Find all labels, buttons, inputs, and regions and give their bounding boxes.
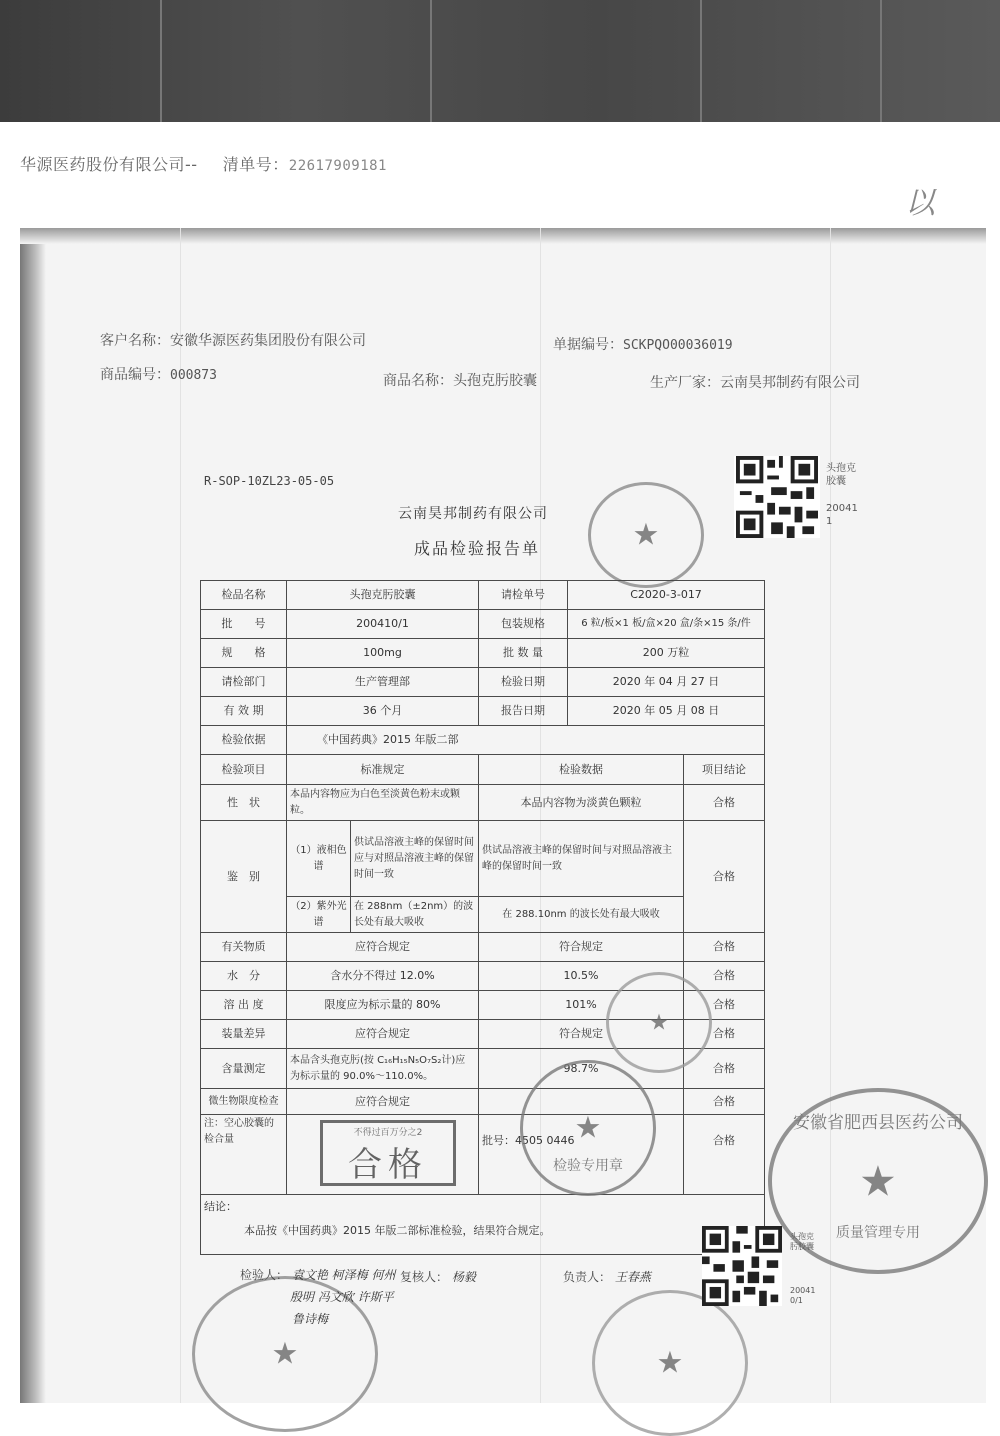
doc-no-label: 单据编号： [553,337,623,353]
reviewer-label: 复核人： [400,1270,449,1284]
cell-label: 包装规格 [479,610,568,639]
scanner-top-band [0,0,1000,122]
seal-star-icon: ★ [649,1010,669,1035]
item-name: 微生物限度检查 [201,1089,287,1115]
quality-seal [606,972,712,1073]
extra-signatures: 殷明 冯文欣 许斯平 [290,1290,394,1304]
qr-label-line: 胶囊 [826,476,846,487]
item-result: 合格 [684,933,765,962]
product-code-value: 000873 [170,368,217,383]
item-result: 合格 [684,785,765,821]
cell-label: 请检单号 [479,581,568,610]
cell-value: 生产管理部 [287,668,479,697]
item-name: 鉴 别 [201,821,287,933]
extra-signatures: 鲁诗梅 [292,1312,329,1326]
item-standard: 应符合规定 [287,933,479,962]
doc-no-value: SCKPQO00036019 [623,338,733,353]
conclusion-cell [201,1195,765,1255]
table-header-row [201,755,765,785]
item-result: 合格 [684,821,765,933]
seal-star-icon: ★ [632,517,660,553]
item-data: 98.7% [479,1049,684,1089]
scan-streak [880,0,882,122]
item-data: 在 288.10nm 的波长处有最大吸收 [479,897,684,933]
qr-label-top [826,462,858,528]
cell-label: 请检部门 [201,668,287,697]
item-subname: （2）紫外光谱 [287,897,351,933]
pass-stamp [320,1120,456,1186]
cell-value: 200410/1 [287,610,479,639]
qr-label-line: 头孢克 [790,1232,814,1241]
cell-label: 检验日期 [479,668,568,697]
customer-label: 客户名称： [100,333,170,349]
column-header: 检验数据 [479,755,684,785]
scan-top-edge [20,228,986,244]
table-row [201,1115,765,1195]
item-result: 合格 [684,1089,765,1115]
cell-label: 批 数 量 [479,639,568,668]
cell-label: 报告日期 [479,697,568,726]
cell-value: 36 个月 [287,697,479,726]
qr-code-icon [734,456,820,538]
cell-label: 检验依据 [201,726,287,755]
item-data: 10.5% [479,962,684,991]
report-company: 云南昊邦制药有限公司 [398,506,548,522]
item-standard: 本品内容物应为白色至淡黄色粉末或颗粒。 [287,785,479,821]
cell-value: 2020 年 04 月 27 日 [568,668,765,697]
inspector-signature [240,1266,395,1283]
qr-label-line: 20041 [826,503,858,514]
item-name: 注：空心胶囊的检合量 [201,1115,287,1195]
report-doc-code: R-SOP-10ZL23-05-05 [204,474,335,488]
item-standard: 应符合规定 [287,1020,479,1049]
qr-label-line: 头孢克 [826,463,856,474]
list-number: 22617909181 [288,158,387,174]
item-data: 本品内容物为淡黄色颗粒 [479,785,684,821]
conclusion-text: 本品按《中国药典》2015 年版二部标准检验，结果符合规定。 [244,1224,551,1237]
product-code-label: 商品编号： [100,367,170,383]
column-header: 标准规定 [287,755,479,785]
table-row [201,581,765,610]
document-number [553,334,733,354]
qr-label-line: 20041 [790,1286,816,1295]
cell-value: C2020-3-017 [568,581,765,610]
seal-star-icon: ★ [859,1156,897,1206]
table-row [201,785,765,821]
company-seal-top [588,482,704,588]
cell-label: 检品名称 [201,581,287,610]
table-row [201,610,765,639]
item-standard: 供试品溶液主峰的保留时间应与对照品溶液主峰的保留时间一致 [351,821,479,897]
item-name: 水 分 [201,962,287,991]
scan-streak [160,0,162,122]
item-standard: 限度应为标示量的 80% [287,991,479,1020]
hospital-seal-sub: 质量管理专用 [836,1225,920,1241]
item-standard: 本品含头孢克肟(按 C₁₆H₁₅N₅O₇S₂计)应为标示量的 90.0%～110.0%。 [287,1049,479,1089]
inspector-sign: 袁文艳 柯泽梅 何州 [291,1268,396,1282]
seal-star-icon: ★ [574,1110,602,1146]
item-subname: （1）液相色谱 [287,821,351,897]
handwritten-corner-mark: 以 [905,186,935,221]
responsible-signature [563,1268,651,1285]
inspector-label: 检验人： [240,1268,289,1282]
table-row [201,933,765,962]
table-row [201,821,765,897]
qr-code-icon [702,1226,782,1306]
header-company: 华源医药股份有限公司-- [20,155,198,174]
product-name-value: 头孢克肟胶囊 [453,373,537,389]
conclusion-label: 结论： [204,1200,237,1213]
pass-stamp-top: 不得过百万分之2 [353,1128,423,1138]
item-data: 符合规定 [479,1020,684,1049]
table-row [201,668,765,697]
table-row [201,697,765,726]
manufacturer-value: 云南昊邦制药有限公司 [720,375,860,391]
column-header: 检验项目 [201,755,287,785]
item-name: 溶 出 度 [201,991,287,1020]
conclusion-row [201,1195,765,1255]
manufacturer [650,372,860,392]
column-header: 项目结论 [684,755,765,785]
table-row [201,726,765,755]
list-header [20,152,387,175]
company-seal-bottom-center [592,1290,748,1436]
item-data: 符合规定 [479,933,684,962]
item-standard: 应符合规定 [287,1089,479,1115]
item-result: 合格 [684,1049,765,1089]
cell-value: 2020 年 05 月 08 日 [568,697,765,726]
pass-stamp-big: 合格 [348,1145,428,1185]
cell-value: 200 万粒 [568,639,765,668]
cell-label: 有 效 期 [201,697,287,726]
qr-label-line: 0/1 [790,1296,803,1305]
cell-value: 头孢克肟胶囊 [287,581,479,610]
item-data: 批号：4505 0446 [479,1115,684,1195]
responsible-label: 负责人： [563,1270,612,1284]
product-code [100,364,217,384]
inspection-seal-text: 检验专用章 [553,1158,623,1174]
table-row [201,639,765,668]
reviewer-signature [400,1268,476,1285]
responsible-sign: 王春燕 [614,1270,651,1284]
scan-left-edge [20,228,46,1403]
manufacturer-label: 生产厂家： [650,375,720,391]
cell-value: 《中国药典》2015 年版二部 [287,726,765,755]
cell-value: 6 粒/板×1 板/盒×20 盒/条×15 条/件 [568,610,765,639]
item-result: 合格 [684,1020,765,1049]
scan-streak [430,0,432,122]
customer-value: 安徽华源医药集团股份有限公司 [170,333,366,349]
seal-star-icon: ★ [271,1336,299,1372]
reviewer-sign: 杨毅 [451,1270,476,1284]
cell-label: 规 格 [201,639,287,668]
item-data: 101% [479,991,684,1020]
item-data: 供试品溶液主峰的保留时间与对照品溶液主峰的保留时间一致 [479,821,684,897]
inspection-report-table [200,580,765,1255]
scan-streak [700,0,702,122]
cell-label: 批 号 [201,610,287,639]
qr-label-line: 肟胶囊 [790,1242,814,1251]
item-standard: 在 288nm（±2nm）的波长处有最大吸收 [351,897,479,933]
product-name-label: 商品名称： [383,373,453,389]
item-name: 有关物质 [201,933,287,962]
item-name: 装量差异 [201,1020,287,1049]
scan-line [180,228,181,1403]
item-name: 含量测定 [201,1049,287,1089]
cell-value: 100mg [287,639,479,668]
item-result: 合格 [684,962,765,991]
table-row [201,1089,765,1115]
seal-star-icon: ★ [656,1345,684,1381]
hospital-seal-text: 安徽省肥西县医药公司 [793,1113,963,1133]
list-number-label: 清单号： [222,155,289,174]
item-name: 性 状 [201,785,287,821]
item-result: 合格 [684,1115,765,1195]
product-name [383,370,537,390]
item-result: 合格 [684,991,765,1020]
qr-label-line: 1 [826,516,833,527]
inspection-seal [520,1060,656,1196]
qr-label-bottom [790,1232,815,1306]
item-standard: 含水分不得过 12.0% [287,962,479,991]
customer-name [100,330,366,350]
report-title: 成品检验报告单 [414,539,541,558]
